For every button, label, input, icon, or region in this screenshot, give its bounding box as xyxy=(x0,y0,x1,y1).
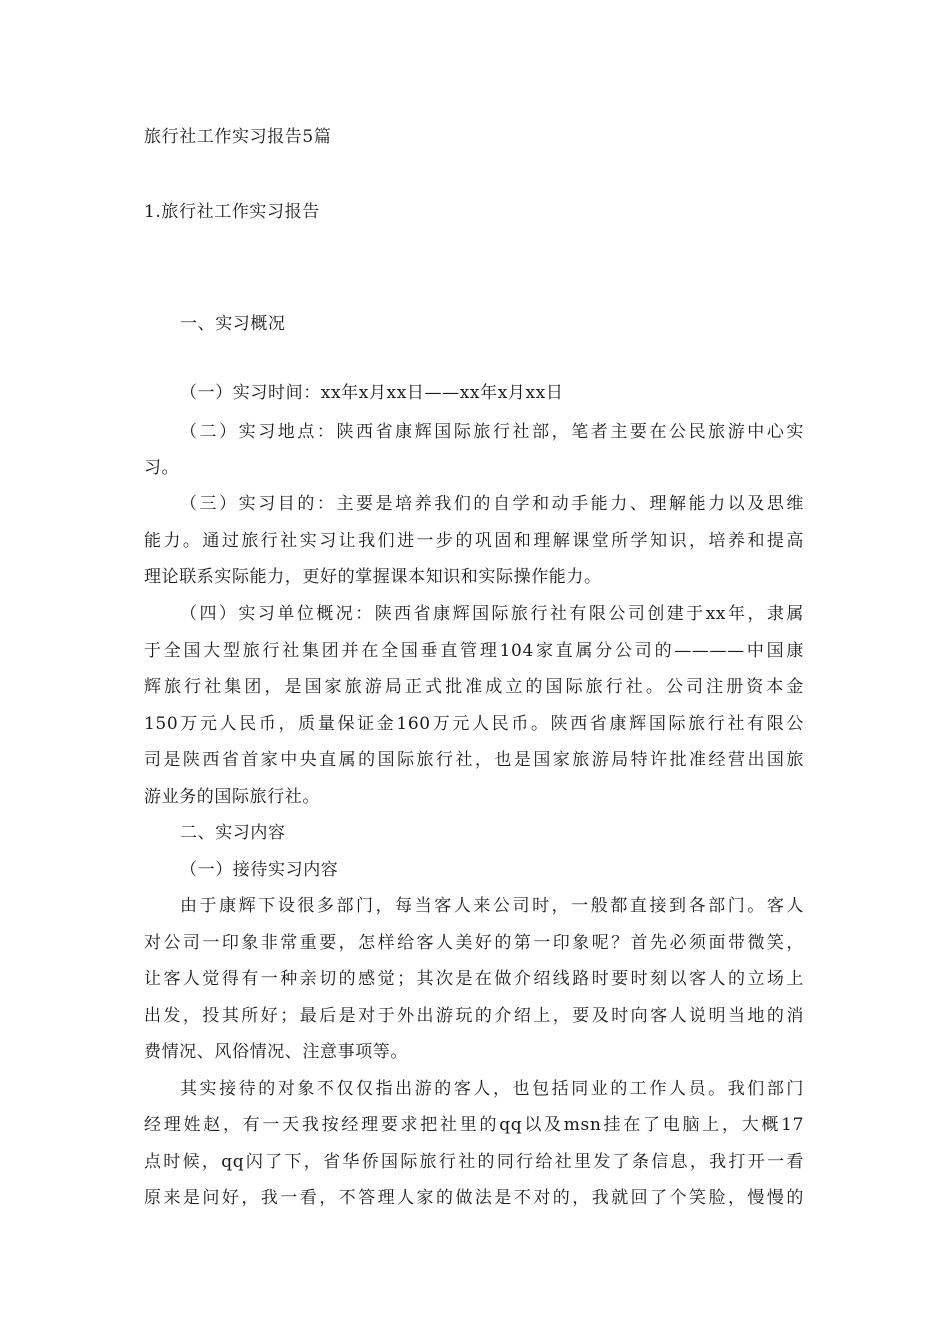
section-heading: 二、实习内容 xyxy=(180,823,286,843)
paragraph-line: 点时候，qq闪了下，省华侨国际旅行社的同行给社里发了条信息，我打开一看 xyxy=(144,1152,804,1172)
paragraph-line: 费情况、风俗情况、注意事项等。 xyxy=(144,1042,408,1062)
subsection-heading: （一）接待实习内容 xyxy=(180,860,339,880)
paragraph-line: 让客人觉得有一种亲切的感觉；其次是在做介绍线路时要时刻以客人的立场上 xyxy=(144,969,804,989)
paragraph-line: 能力。通过旅行社实习让我们进一步的巩固和理解课堂所学知识，培养和提高 xyxy=(144,531,804,551)
paragraph-line: 其实接待的对象不仅仅指出游的客人，也包括同业的工作人员。我们部门 xyxy=(180,1079,804,1099)
paragraph-line: 由于康辉下设很多部门，每当客人来公司时，一般都直接到各部门。客人 xyxy=(180,896,804,916)
paragraph-line: 原来是问好，我一看，不答理人家的做法是不对的，我就回了个笑脸，慢慢的 xyxy=(144,1188,804,1208)
paragraph-line: 150万元人民币，质量保证金160万元人民币。陕西省康辉国际旅行社有限公 xyxy=(144,714,804,734)
paragraph-line: 经理姓赵，有一天我按经理要求把社里的qq以及msn挂在了电脑上，大概17 xyxy=(144,1115,804,1135)
paragraph-line: 司是陕西省首家中央直属的国际旅行社，也是国家旅游局特许批准经营出国旅 xyxy=(144,750,804,770)
paragraph-line: 对公司一印象非常重要，怎样给客人美好的第一印象呢？首先必须面带微笑， xyxy=(144,933,804,953)
paragraph-line: 理论联系实际能力，更好的掌握课本知识和实际操作能力。 xyxy=(144,567,602,587)
paragraph-line: （一）实习时间：xx年x月xx日——xx年x月xx日 xyxy=(180,383,564,403)
paragraph-line: （二）实习地点：陕西省康辉国际旅行社部，笔者主要在公民旅游中心实 xyxy=(180,422,804,442)
paragraph-line: （四）实习单位概况：陕西省康辉国际旅行社有限公司创建于xx年，隶属 xyxy=(180,604,804,624)
paragraph-line: 辉旅行社集团，是国家旅游局正式批准成立的国际旅行社。公司注册资本金 xyxy=(144,677,804,697)
paragraph-line: （三）实习目的：主要是培养我们的自学和动手能力、理解能力以及思维 xyxy=(180,494,804,514)
paragraph-line: 于全国大型旅行社集团并在全国垂直管理104家直属分公司的————中国康 xyxy=(144,641,804,661)
paragraph-line: 出发，投其所好；最后是对于外出游玩的介绍上，要及时向客人说明当地的消 xyxy=(144,1006,804,1026)
document-subtitle: 1.旅行社工作实习报告 xyxy=(144,202,320,222)
section-heading: 一、实习概况 xyxy=(180,314,286,334)
paragraph-line: 游业务的国际旅行社。 xyxy=(144,787,320,807)
paragraph-line: 习。 xyxy=(144,458,180,478)
document-title: 旅行社工作实习报告5篇 xyxy=(144,127,332,147)
